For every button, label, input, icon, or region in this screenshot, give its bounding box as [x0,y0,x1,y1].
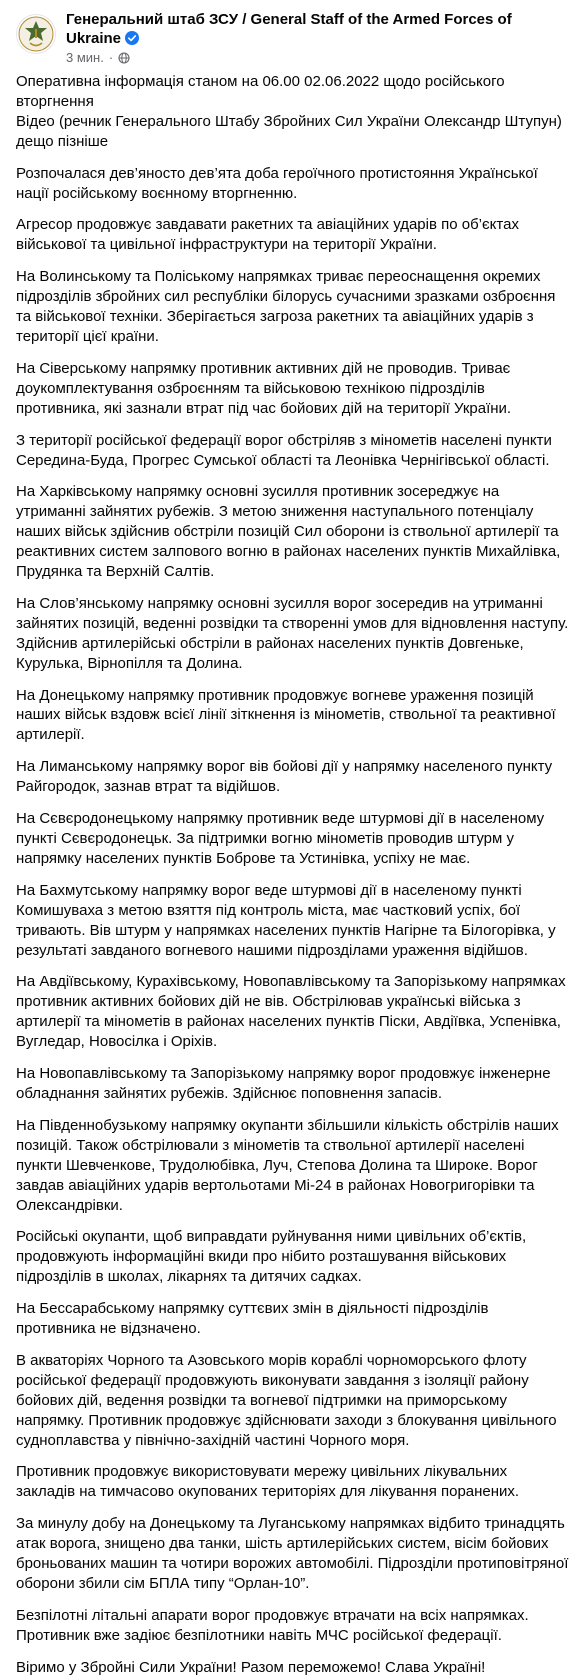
meta-separator: · [108,50,114,65]
post-paragraph: На Донецькому напрямку противник продовжує вогневе ураження позицій наших військ вздовж всієї лінії зіткнення із мінометів, ствольної та реактивної артилерії. [16,686,556,744]
post-paragraph: Віримо у Збройні Сили України! Разом переможемо! Слава Україні! [16,1658,486,1676]
post-timestamp[interactable]: 3 мин. [66,50,104,65]
page-avatar[interactable] [16,14,56,54]
post-paragraph: Агресор продовжує завдавати ракетних та авіаційних ударів по об’єктах військової та цивільної інфраструктури на території України. [16,216,519,254]
post-paragraph: На Слов’янському напрямку основні зусилля ворог зосередив на утриманні зайнятих позицій, веденні розвідки та створенні умов для відновлення наступу. Здійснив артилерійські обстріли в районах населених пунктів Довгеньке, Курулька, Вірнопілля та Долина. [16,594,569,672]
post-paragraph: За минулу добу на Донецькому та Луганському напрямках відбито тринадцять атак ворога, знищено два танки, шість артилерійських систем, вісім бойових броньованих машин та чотири ворожих автомобілі. Підрозділи протиповітряної оборони збили сім БПЛА типу “Орлан-10”. [16,1515,569,1592]
post-header [16,0,569,72]
post-paragraph: На Новопавлівському та Запорізькому напрямку ворог продовжує інженерне обладнання зайнятих рубежів. Здійснює поповнення запасів. [16,1065,551,1102]
general-staff-emblem-icon [18,16,54,52]
post-paragraph: На Сєвєродонецькому напрямку противник веде штурмові дії в населеному пункті Сєвєродонецьк. За підтримки вогню мінометів проводив штурм у напрямку населених пунктів Боброве та Устинівка, успіху не має. [16,810,545,867]
post-paragraph: Безпілотні літальні апарати ворог продовжує втрачати на всіх напрямках. Противник вже задіює безпілотники навіть МЧС російської федерації. [16,1606,529,1644]
post-paragraph: На Харківському напрямку основні зусилля противник зосереджує на утриманні зайнятих рубежів. З метою зниження наступального потенціалу наших військ здійснив обстріли позицій Сил оборони із ствольної артилерії та реактивних систем залпового вогню в районах населених пунктів Михайлівка, Прудянка та Верхній Салтів. [16,483,561,581]
post-paragraph: В акваторіях Чорного та Азовського морів кораблі чорноморського флоту російської федерації продовжують виконувати завдання з ізоляції району бойових дій, ведення розвідки та вогневої підтримки на приморському напрямку. Противник продовжує здійснювати заходи з блокування цивільного судноплавства у північно-західній частині Чорного моря. [16,1351,557,1449]
page-name-link[interactable] [66,10,556,48]
post-paragraph: На Авдіївському, Курахівському, Новопавлівському та Запорізькому напрямках противник активних бойових дій не вів. Обстрілював українські війська з артилерії та мінометів в районах населених пунктів Піски, Авдіївка, Успенівка, Вугледар, Новосілка і Оріхів. [16,973,566,1051]
post-paragraph: Російські окупанти, щоб виправдати руйнування ними цивільних об’єктів, продовжують інформаційні вкиди про нібито розташування військових підрозділів в школах, лікарнях та дитячих садках. [16,1228,527,1286]
post-body [16,72,569,1678]
post-paragraph: З території російської федерації ворог обстріляв з мінометів населені пункти Середина-Буда, Прогрес Сумської області та Леонівка Чернігівської області. [16,431,552,469]
post-paragraph: На Бессарабському напрямку суттєвих змін в діяльності підрозділів противника не відзначено. [16,1300,489,1338]
globe-icon[interactable] [118,52,130,64]
header-text [66,10,556,65]
verified-badge-icon [125,31,139,45]
post-paragraph: На Сіверському напрямку противник активних дій не проводив. Триває доукомплектування озброєнням та військовою технікою підрозділів противника, які зазнали втрат під час бойових дій на території України. [16,359,512,417]
post-paragraph: На Бахмутському напрямку ворог веде штурмові дії в населеному пункті Комишуваха з метою взяття під контроль міста, має частковий успіх, бої тривають. Вів штурм у напрямках населених пунктів Нагірне та Білогорівка, у результаті завданого вогневого нашими підрозділами ураження відійшов. [16,881,556,959]
post-paragraph: На Лиманському напрямку ворог вів бойові дії у напрямку населеного пункту Райгородок, зазнав втрат та відійшов. [16,758,553,796]
post-meta [66,50,556,65]
post-paragraph: На Волинському та Поліському напрямках триває переоснащення окремих підрозділів збройних сил республіки білорусь сучасними зразками озброєння та військової техніки. Зберігається загроза ракетних та авіаційних ударів з території цієї країни. [16,268,556,345]
post-paragraph: Розпочалася дев’яносто дев’ята доба героїчного протистояння Українcької нації російському воєнному вторгненню. [16,164,538,202]
page-name[interactable]: Генеральний штаб ЗСУ / General Staff of the Armed Forces of Ukraine [66,11,512,47]
post-paragraph: Противник продовжує використовувати мережу цивільних лікувальних закладів на тимчасово окупованих територіях для лікування поранених. [16,1463,520,1501]
intro-line: Оперативна інформація станом на 06.00 02.06.2022 щодо російського вторгнення [16,73,505,110]
intro-line: Відео (речник Генерального Штабу Збройних Сил України Олександр Штупун) дещо пізніше [16,112,562,150]
post-intro [16,72,569,152]
post-paragraph: На Південнобузькому напрямку окупанти збільшили кількість обстрілів наших позицій. Також обстрілювали з мінометів та ствольної артилерії населені пункти Шевченкове, Трудолюбівка, Луч, Степова Долина та Широке. Ворог завдав авіаційних ударів вертольотами Мі-24 в районах Новогригорівки та Олександрівки. [16,1116,559,1214]
